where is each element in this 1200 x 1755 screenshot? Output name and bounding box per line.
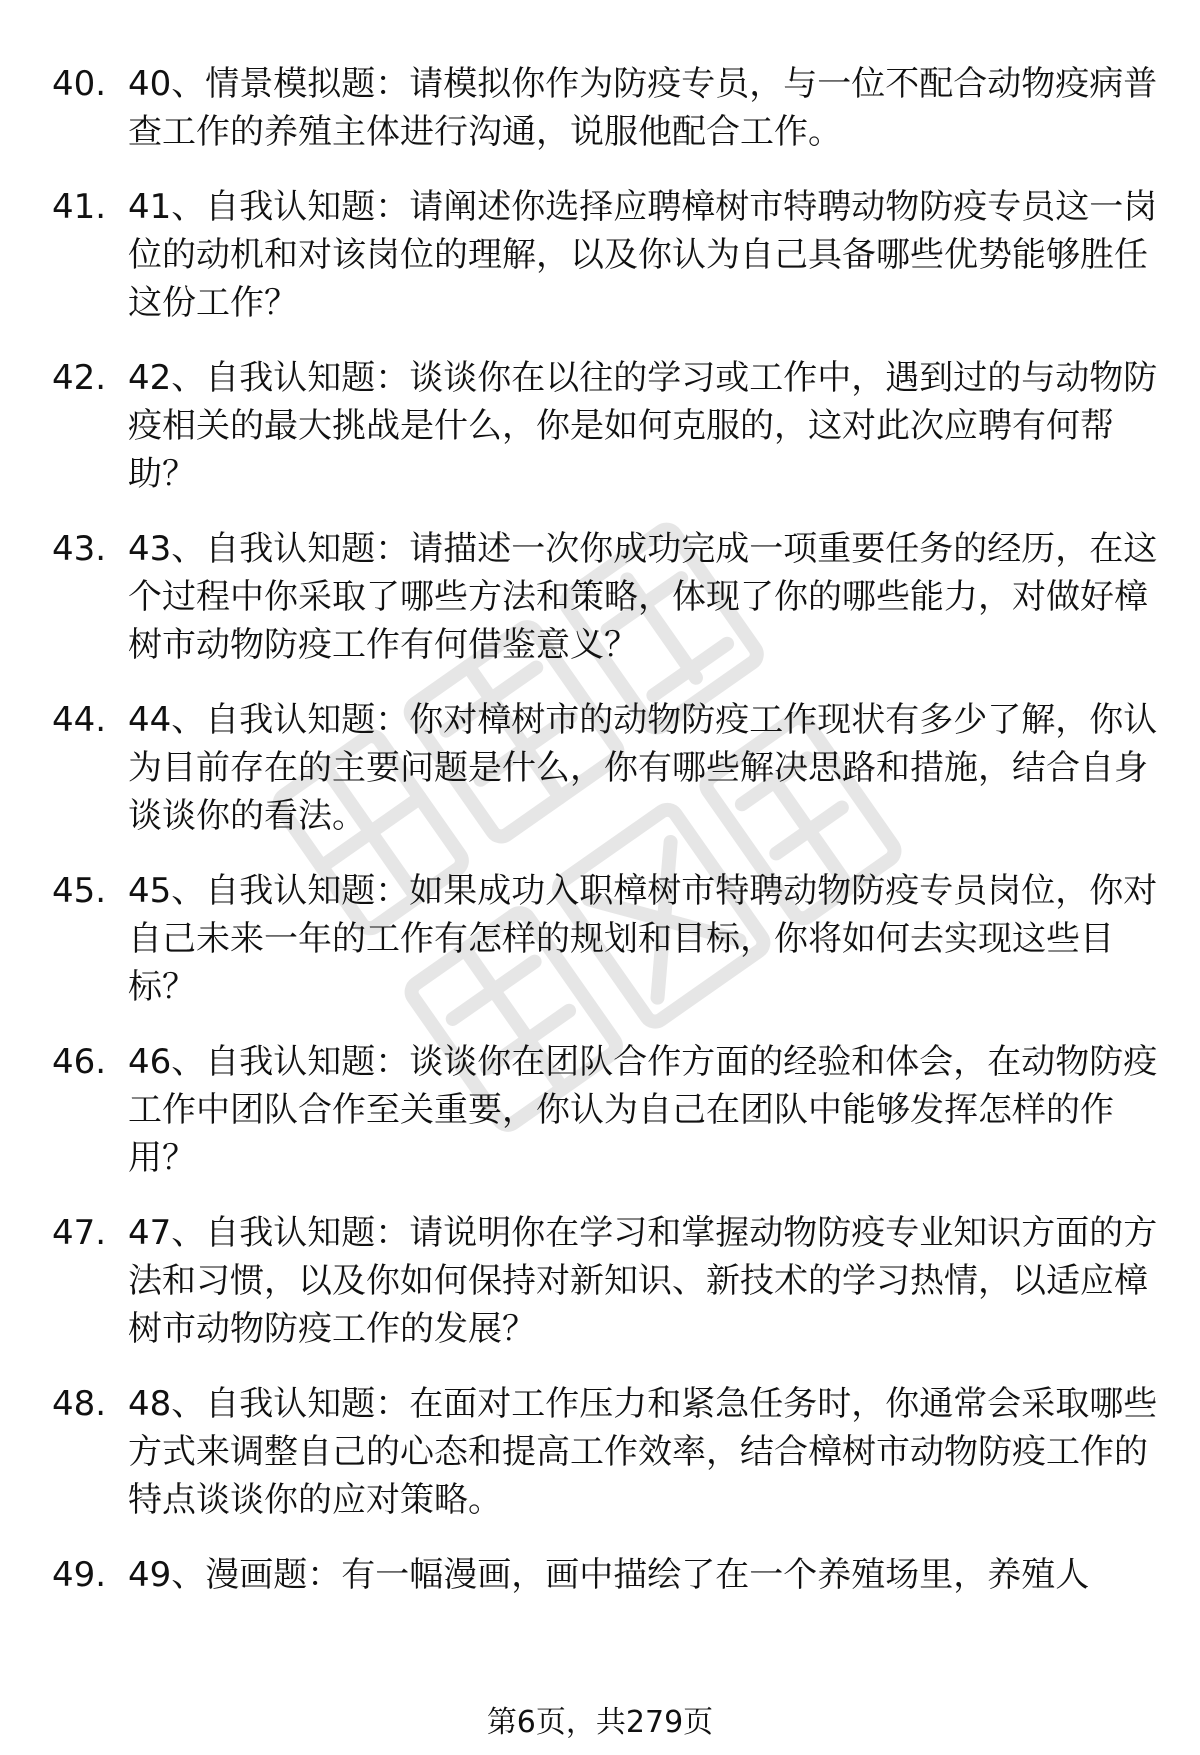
question-item xyxy=(0,183,1200,327)
question-item xyxy=(0,60,1200,156)
question-text: 46、自我认知题：谈谈你在团队合作方面的经验和体会，在动物防疫工作中团队合作至关重要，你认为自己在团队中能够发挥怎样的作用？ xyxy=(128,1042,1158,1178)
question-item xyxy=(0,1380,1200,1524)
question-text: 43、自我认知题：请描述一次你成功完成一项重要任务的经历，在这个过程中你采取了哪些方法和策略，体现了你的哪些能力，对做好樟树市动物防疫工作有何借鉴意义？ xyxy=(128,529,1158,665)
question-text: 44、自我认知题：你对樟树市的动物防疫工作现状有多少了解，你认为目前存在的主要问题是什么，你有哪些解决思路和措施，结合自身谈谈你的看法。 xyxy=(128,700,1158,836)
question-item xyxy=(0,1209,1200,1353)
question-item xyxy=(0,1038,1200,1182)
page-footer: 第6页，共279页 xyxy=(486,1705,714,1740)
question-text: 41、自我认知题：请阐述你选择应聘樟树市特聘动物防疫专员这一岗位的动机和对该岗位的理解，以及你认为自己具备哪些优势能够胜任这份工作？ xyxy=(128,187,1158,323)
question-item xyxy=(0,354,1200,498)
question-list xyxy=(0,60,1200,1626)
question-number: 44. xyxy=(52,700,107,740)
question-item xyxy=(0,696,1200,840)
question-text: 42、自我认知题：谈谈你在以往的学习或工作中，遇到过的与动物防疫相关的最大挑战是什么，你是如何克服的，这对此次应聘有何帮助？ xyxy=(128,358,1158,494)
question-text: 40、情景模拟题：请模拟你作为防疫专员，与一位不配合动物疫病普查工作的养殖主体进行沟通，说服他配合工作。 xyxy=(128,64,1158,152)
question-item xyxy=(0,525,1200,669)
question-number: 43. xyxy=(52,529,107,569)
question-number: 49. xyxy=(52,1555,107,1595)
question-item xyxy=(0,1551,1200,1599)
question-number: 45. xyxy=(52,871,107,911)
question-number: 41. xyxy=(52,187,107,227)
question-item xyxy=(0,867,1200,1011)
question-text: 45、自我认知题：如果成功入职樟树市特聘动物防疫专员岗位，你对自己未来一年的工作有怎样的规划和目标，你将如何去实现这些目标？ xyxy=(128,871,1158,1007)
question-number: 40. xyxy=(52,64,107,104)
question-text: 49、漫画题：有一幅漫画，画中描绘了在一个养殖场里，养殖人 xyxy=(128,1555,1090,1595)
question-number: 42. xyxy=(52,358,107,398)
question-number: 47. xyxy=(52,1213,107,1253)
question-number: 48. xyxy=(52,1384,107,1424)
question-text: 48、自我认知题：在面对工作压力和紧急任务时，你通常会采取哪些方式来调整自己的心态和提高工作效率，结合樟树市动物防疫工作的特点谈谈你的应对策略。 xyxy=(128,1384,1158,1520)
question-number: 46. xyxy=(52,1042,107,1082)
question-text: 47、自我认知题：请说明你在学习和掌握动物防疫专业知识方面的方法和习惯，以及你如何保持对新知识、新技术的学习热情，以适应樟树市动物防疫工作的发展？ xyxy=(128,1213,1158,1349)
